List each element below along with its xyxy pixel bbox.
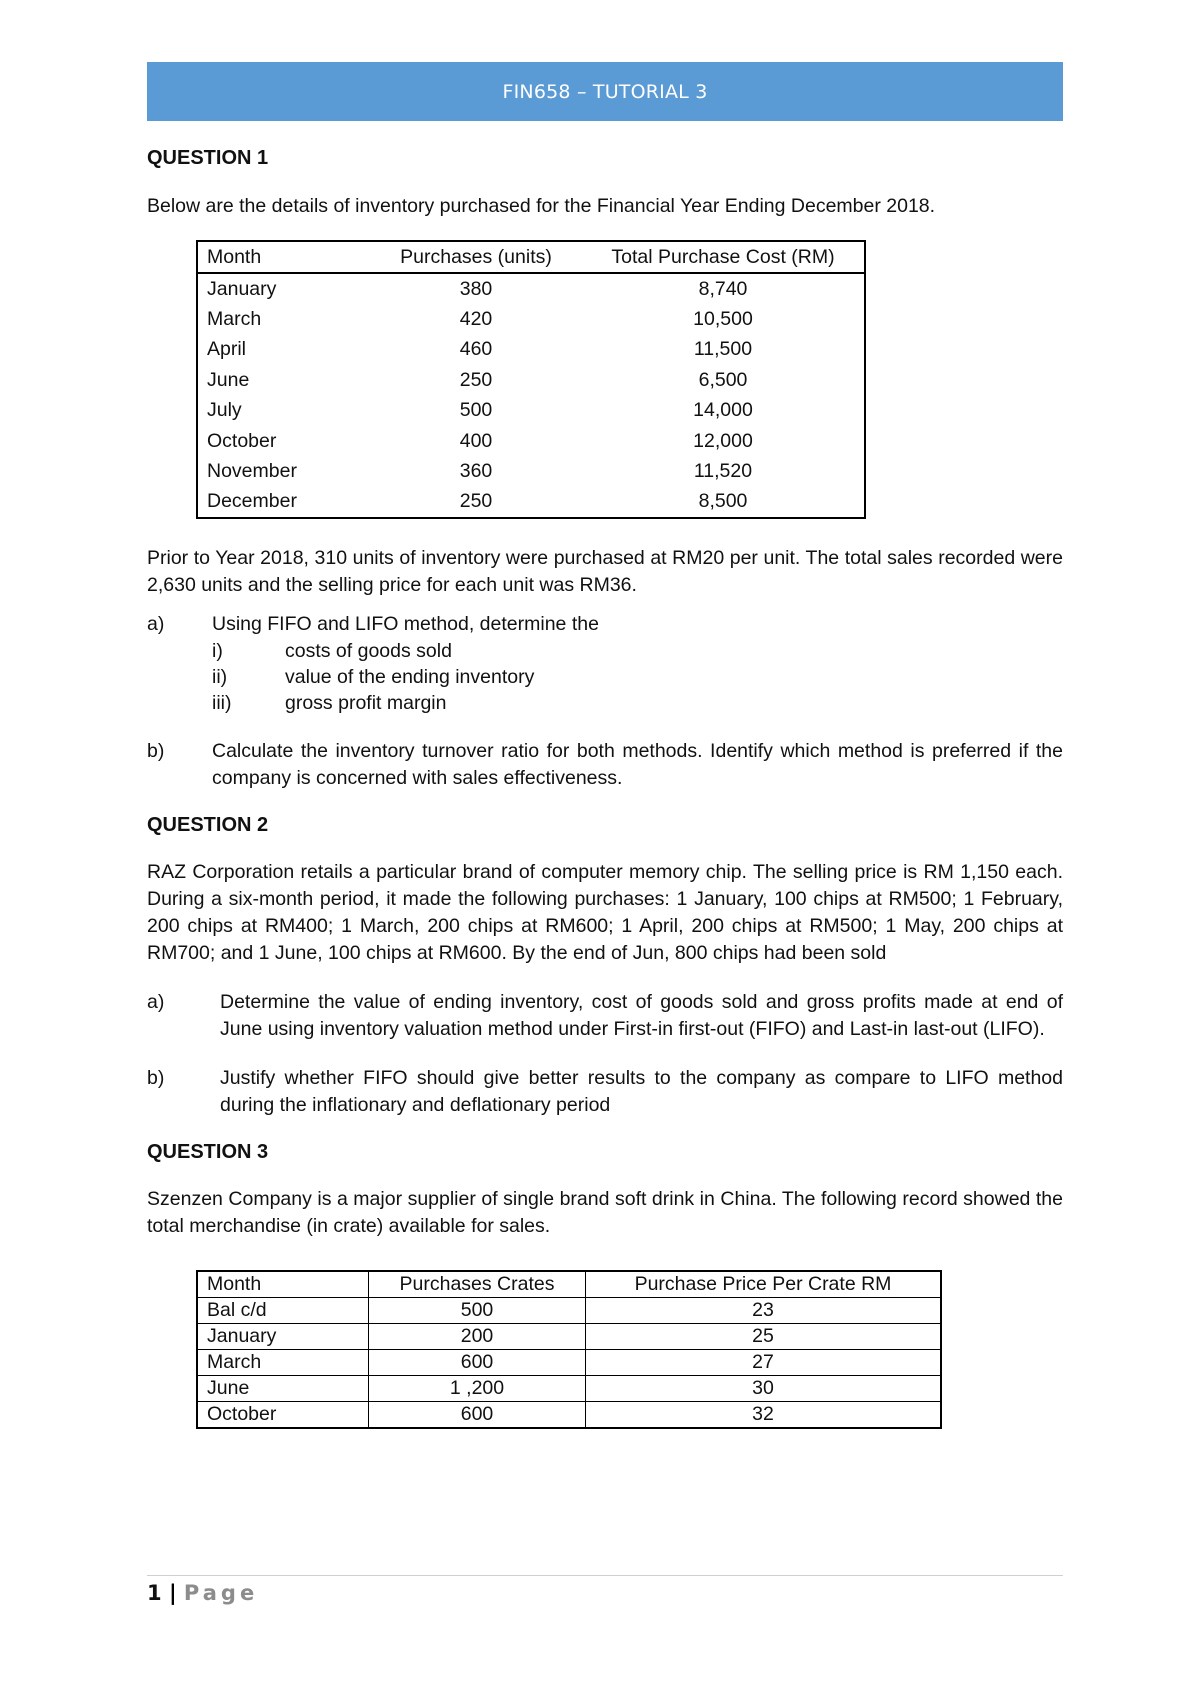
question-1-part-a [147,611,1063,638]
table-cell: 8,740 [698,277,748,300]
table-cell: 1 ,200 [369,1376,586,1402]
table-cell: 500 [459,399,493,422]
table-row [197,1350,941,1376]
table-cell: 11,520 [693,460,753,483]
sub-item [147,664,1063,690]
part-label: a) [147,991,165,1014]
question-1-intro: Below are the details of inventory purchased for the Financial Year Ending December 2018. [147,195,936,217]
sub-label: i) [212,640,223,663]
column-header: Purchases Crates [369,1271,586,1298]
purchases-table [196,240,866,519]
document-page [147,62,1063,1429]
column-header: Month [197,1271,369,1298]
question-1-paragraph: Prior to Year 2018, 310 units of inventory were purchased at RM20 per unit. The total sales recorded were 2,630 units and the selling price for each unit was RM36. [147,547,1063,597]
page-label: Page [183,1581,259,1605]
table-cell: 400 [459,429,493,452]
footer-separator: | [168,1581,177,1605]
table-cell: 8,500 [698,490,748,513]
part-text: Using FIFO and LIFO method, determine the [212,613,599,636]
sub-text: gross profit margin [285,692,447,715]
table-cell: 12,000 [693,429,753,452]
table-row [197,456,865,486]
question-1-title: QUESTION 1 [147,147,269,169]
table-cell: 23 [586,1298,942,1324]
table-header-row [197,1271,941,1298]
sub-item [147,638,1063,664]
table-cell: November [207,460,297,483]
table-cell: 6,500 [698,368,748,391]
table-row [197,335,865,365]
question-2-part-b [147,1065,1063,1119]
table-row [197,365,865,395]
page-number: 1 [147,1581,162,1605]
table-cell: 250 [459,490,493,513]
sub-text: costs of goods sold [285,640,452,663]
table-cell: 10,500 [693,308,753,331]
part-text: Calculate the inventory turnover ratio for both methods. Identify which method is preferred if the company is concerned with sales effectiveness. [212,740,1063,790]
part-text: Justify whether FIFO should give better results to the company as compare to LIFO method during the inflationary and deflationary period [220,1067,1063,1117]
table-row [197,426,865,456]
question-1-part-b [147,738,1063,792]
column-header: Purchase Price Per Crate RM [586,1271,942,1298]
table-cell: June [197,1376,369,1402]
table-row [197,1298,941,1324]
table-cell: March [197,1350,369,1376]
table-cell: 200 [369,1324,586,1350]
header-title: FIN658 – TUTORIAL 3 [502,80,708,103]
table-cell: January [197,1324,369,1350]
table-cell: January [207,277,277,300]
table-cell: July [207,399,242,422]
column-header: Purchases (units) [370,241,582,273]
table-cell: 380 [459,277,493,300]
column-header: Total Purchase Cost (RM) [582,241,865,273]
table-cell: 14,000 [693,399,753,422]
table-header-row [197,241,865,273]
table-cell: 27 [586,1350,942,1376]
table-cell: 32 [586,1402,942,1429]
table-row [197,396,865,426]
part-label: b) [147,1067,165,1090]
table-row [197,487,865,518]
table-cell: 360 [459,460,493,483]
table-cell: 25 [586,1324,942,1350]
table-row [197,1402,941,1429]
table-cell: October [207,429,277,452]
question-2-part-a [147,989,1063,1043]
part-label: b) [147,740,165,763]
part-label: a) [147,613,165,636]
part-text: Determine the value of ending inventory, cost of goods sold and gross profits made at end of June using inventory valuation method under First-in first-out (FIFO) and Last-in last-out (LIFO). [220,991,1063,1041]
question-3-paragraph: Szenzen Company is a major supplier of single brand soft drink in China. The following record showed the total merchandise (in crate) available for sales. [147,1188,1063,1238]
table-cell: 11,500 [693,338,753,361]
table-cell: 460 [459,338,493,361]
question-2-title: QUESTION 2 [147,814,269,837]
table-cell: June [207,368,250,391]
table-cell: 420 [459,308,493,331]
table-cell: 500 [369,1298,586,1324]
header-bar [147,62,1063,121]
sub-text: value of the ending inventory [285,666,535,689]
table-cell: 250 [459,368,493,391]
table-cell: Bal c/d [197,1298,369,1324]
question-3-title: QUESTION 3 [147,1141,269,1164]
table-cell: October [197,1402,369,1429]
table-cell: 600 [369,1350,586,1376]
table-cell: December [207,490,297,513]
table-cell: April [207,338,247,361]
page-footer [147,1581,258,1605]
table-cell: March [207,308,262,331]
table-row [197,304,865,334]
sub-item [147,690,1063,716]
table-row [197,1376,941,1402]
table-cell: 600 [369,1402,586,1429]
table-row [197,1324,941,1350]
footer-divider [147,1575,1063,1576]
question-2-paragraph: RAZ Corporation retails a particular brand of computer memory chip. The selling price is RM 1,150 each. During a six-month period, it made the following purchases: 1 January, 100 chips at RM500; 1 February, 200 chips at RM400; 1 March, 200 chips at RM600; 1 April, 200 chips at RM500; 1 May, 200 chips at RM700; and 1 June, 100 chips at RM600. By the end of Jun, 800 chips had been sold [147,861,1063,965]
sub-label: iii) [212,692,232,715]
sub-label: ii) [212,666,228,689]
merchandise-table [196,1270,942,1429]
column-header: Month [197,241,370,273]
table-cell: 30 [586,1376,942,1402]
table-row [197,273,865,304]
